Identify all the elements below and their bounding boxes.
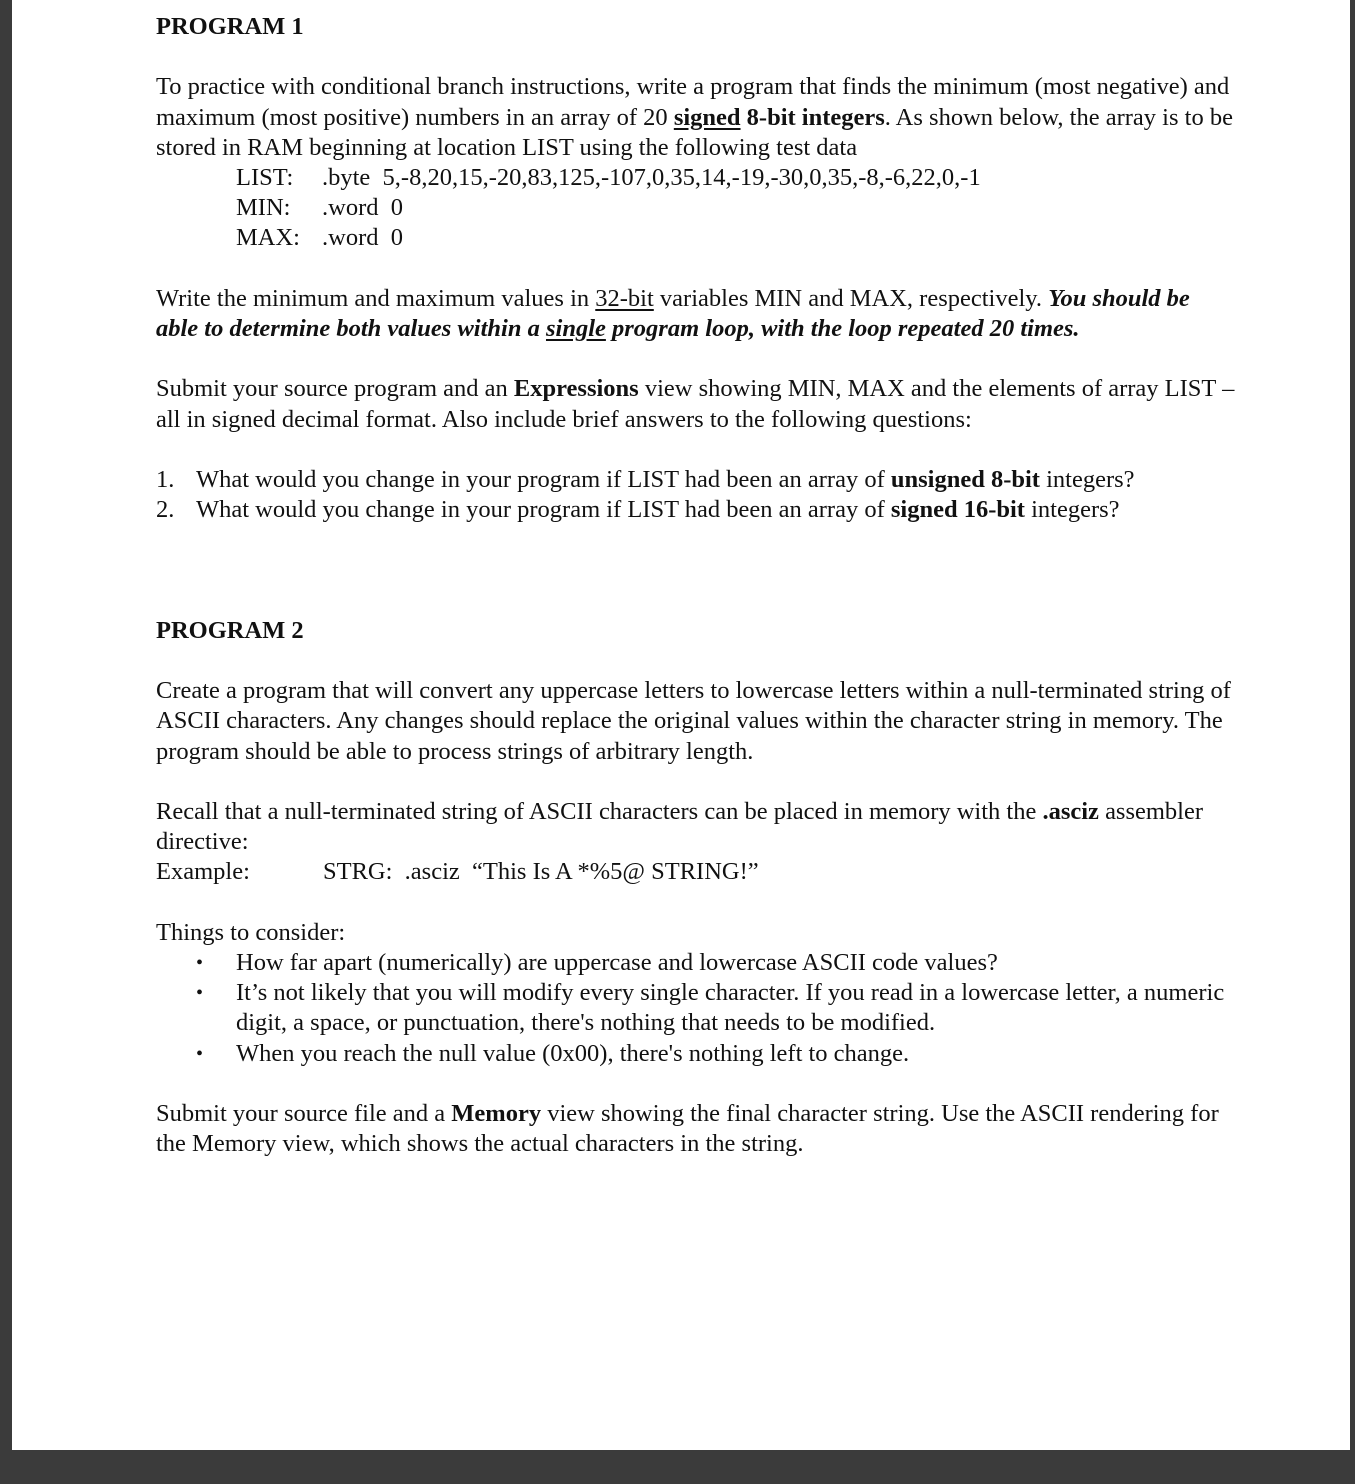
question-bold: signed 16-bit [890, 496, 1025, 524]
code-line-list [236, 163, 1236, 193]
program2-intro: Create a program that will convert any uppercase letters to lowercase letters within a null-terminated string of ASCII characters. Any changes should replace the original values within the character string in memory. The program should be able to process strings of arbitrary length. [156, 677, 1231, 765]
recall-asciz: .asciz [1042, 798, 1099, 826]
consider-title: Things to consider: [156, 918, 346, 946]
submit-expressions: Expressions [513, 375, 639, 403]
bullet-text: How far apart (numerically) are uppercase and lowercase ASCII code values? [236, 949, 998, 977]
bullet-item [156, 978, 1236, 1038]
bullet-item [156, 948, 1236, 978]
document-page [12, 0, 1350, 1450]
code-line-max [236, 223, 1236, 253]
example-label: Example: [156, 858, 250, 886]
program2-example [156, 857, 1236, 887]
write-32bit: 32-bit [595, 284, 654, 312]
question-pre: What would you change in your program if LIST had been an array of [196, 496, 891, 524]
program1-intro-part3: . As shown below, the array is to be stored in RAM beginning at location LIST using the following test data [156, 103, 1233, 161]
program1-questions [156, 465, 1236, 525]
program1-intro-part1: To practice with conditional branch instructions, write a program that finds the minimum (most negative) and maximum (most positive) numbers in an array of 20 [156, 73, 1230, 131]
program1-submit-paragraph [156, 374, 1236, 434]
code-value: .word 0 [322, 194, 403, 222]
program1-heading: PROGRAM 1 [156, 13, 304, 40]
question-item [156, 465, 1236, 495]
bullet-item [156, 1039, 1236, 1069]
code-line-min [236, 193, 1236, 223]
page-content [156, 12, 1236, 1159]
bullet-icon: • [196, 1042, 204, 1065]
code-value: .byte 5,-8,20,15,-20,83,125,-107,0,35,14,-19,-30,0,35,-8,-6,22,0,-1 [322, 163, 981, 191]
question-post: integers? [1039, 465, 1135, 493]
write-part1: Write the minimum and maximum values in [156, 284, 596, 312]
bullet-text: When you reach the null value (0x00), there's nothing left to change. [236, 1039, 910, 1067]
program2-recall-paragraph [156, 797, 1236, 857]
question-number: 2. [156, 496, 175, 524]
program2-heading: PROGRAM 2 [156, 616, 304, 644]
submit2-part1: Submit your source file and a [156, 1100, 452, 1128]
code-value: .word 0 [322, 224, 403, 252]
write-part2: variables MIN and MAX, respectively. [653, 284, 1049, 312]
bullet-icon: • [196, 952, 204, 975]
submit-part1: Submit your source program and an [156, 375, 514, 403]
recall-part1: Recall that a null-terminated string of ASCII characters can be placed in memory with the [156, 798, 1043, 826]
question-number: 1. [156, 465, 175, 493]
submit2-part2: view showing the final character string. Use the ASCII rendering for the Memory view, which shows the actual characters in the string. [156, 1100, 1219, 1158]
submit2-memory: Memory [451, 1100, 542, 1128]
consider-bullets [156, 948, 1236, 1069]
code-label: MIN: [236, 194, 291, 222]
write-bold-italic-1: You should be able to determine both values within a [156, 284, 1190, 342]
question-post: integers? [1024, 496, 1120, 524]
question-bold: unsigned 8-bit [890, 465, 1040, 493]
program1-write-paragraph [156, 284, 1236, 344]
question-pre: What would you change in your program if LIST had been an array of [196, 465, 891, 493]
program1-code-block [156, 163, 1236, 254]
program1-intro-signed: signed [673, 103, 741, 131]
program1-intro-bold-ints: 8-bit integers [746, 103, 885, 131]
write-single: single [545, 314, 606, 342]
code-label: MAX: [236, 224, 300, 252]
recall-part2: assembler directive: [156, 798, 1204, 856]
program2-submit-paragraph [156, 1099, 1236, 1159]
example-value: STRG: .asciz “This Is A *%5@ STRING!” [323, 858, 759, 886]
bullet-text: It’s not likely that you will modify every single character. If you read in a lowercase letter, a numeric digit, a space, or punctuation, there's nothing that needs to be modified. [236, 979, 1225, 1037]
submit-part2: view showing MIN, MAX and the elements of array LIST – all in signed decimal format. Also include brief answers to the following questions: [156, 375, 1235, 433]
code-label: LIST: [236, 163, 294, 191]
question-item [156, 495, 1236, 525]
bullet-icon: • [196, 982, 204, 1005]
write-bold-italic-2: program loop, with the loop repeated 20 times. [605, 314, 1080, 342]
program1-intro [156, 72, 1236, 163]
